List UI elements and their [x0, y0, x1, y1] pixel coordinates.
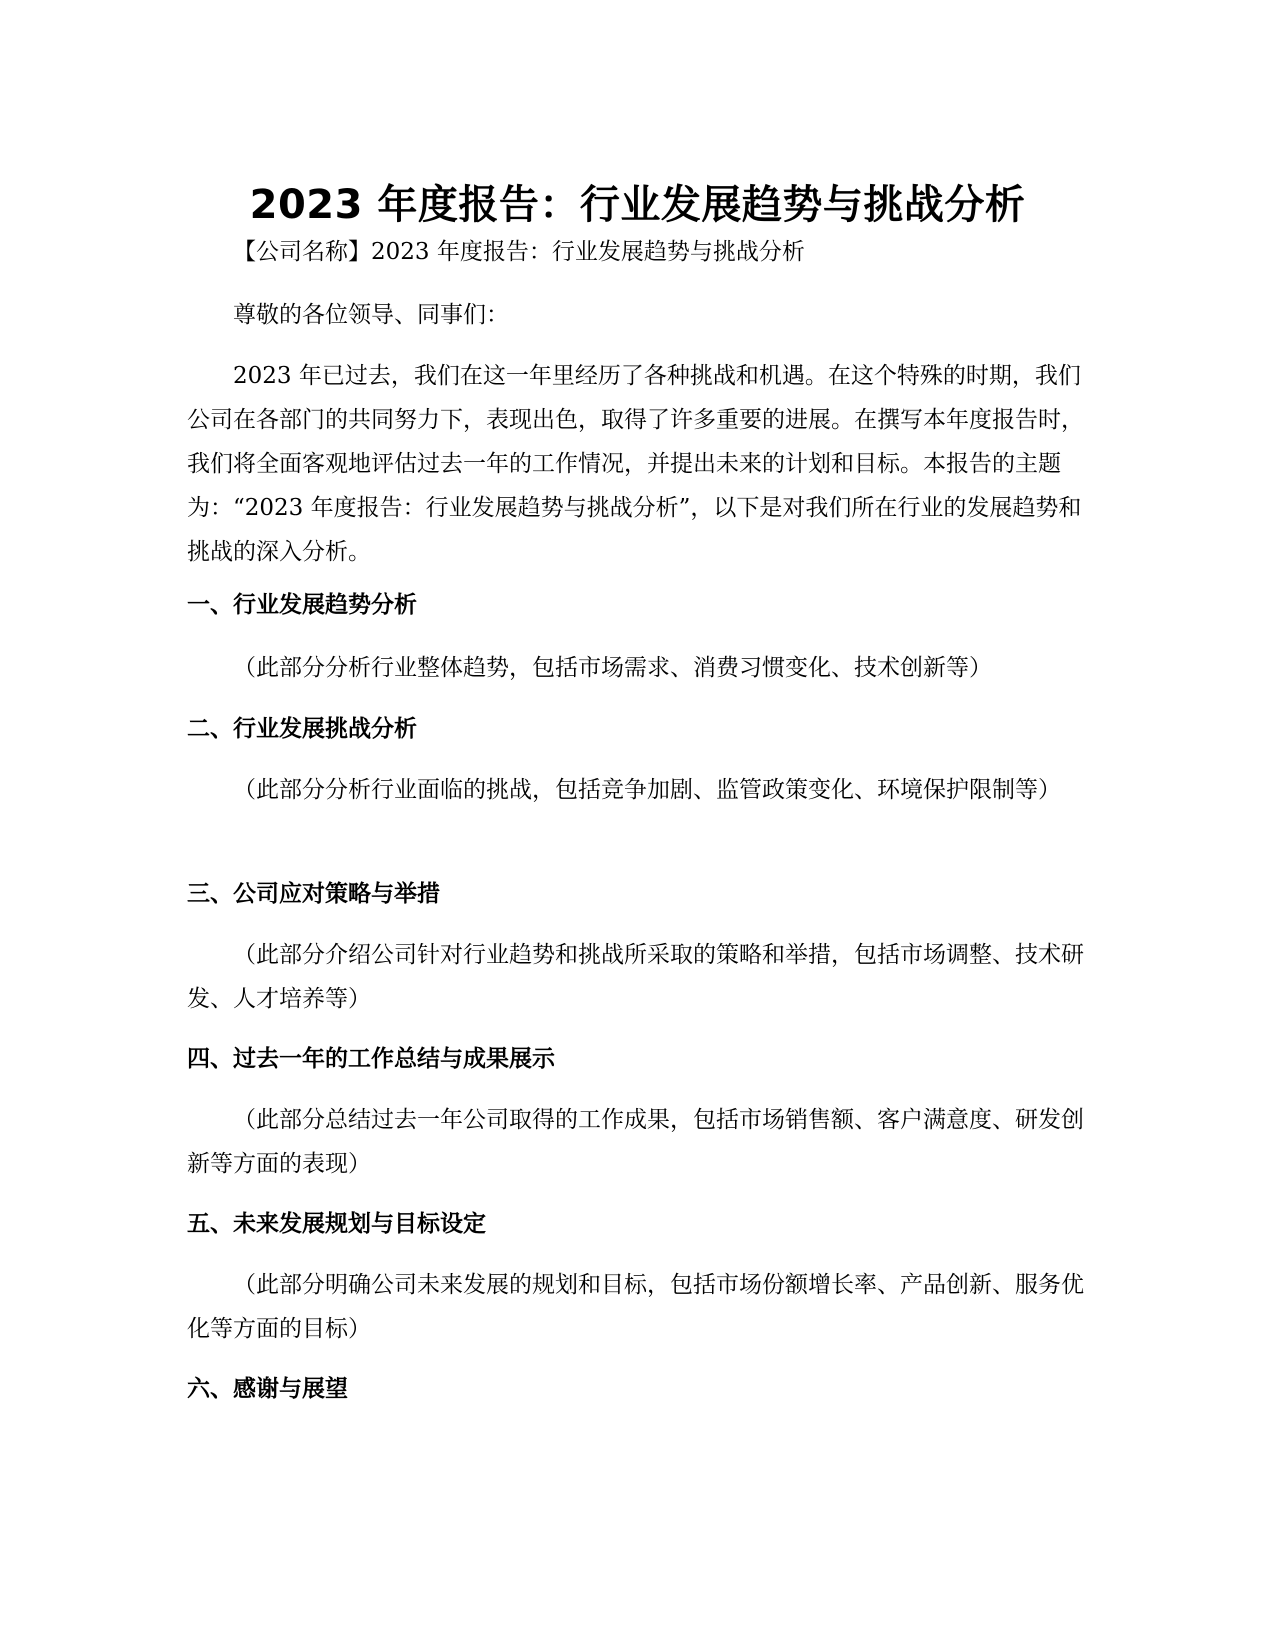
section-body-1: （此部分分析行业整体趋势，包括市场需求、消费习惯变化、技术创新等） [233, 655, 992, 681]
section-heading-1: 一、行业发展趋势分析 [187, 592, 417, 618]
section-body-5: （此部分明确公司未来发展的规划和目标，包括市场份额增长率、产品创新、服务优化等方面的目标） [187, 1272, 1084, 1342]
intro-paragraph: 2023 年已过去，我们在这一年里经历了各种挑战和机遇。在这个特殊的时期，我们公司在各部门的共同努力下，表现出色，取得了许多重要的进展。在撰写本年度报告时，我们将全面客观地评估过去一年的工作情况，并提出未来的计划和目标。本报告的主题为：“2023 年度报告：行业发展趋势与挑战分析”，以下是对我们所在行业的发展趋势和挑战的深入分析。 [187, 363, 1084, 565]
section-heading-5: 五、未来发展规划与目标设定 [187, 1211, 486, 1237]
document-title: 2023 年度报告：行业发展趋势与挑战分析 [249, 181, 1026, 228]
section-heading-2: 二、行业发展挑战分析 [187, 716, 417, 742]
section-heading-4: 四、过去一年的工作总结与成果展示 [187, 1046, 555, 1072]
section-body-3: （此部分介绍公司针对行业趋势和挑战所采取的策略和举措，包括市场调整、技术研发、人才培养等） [187, 942, 1084, 1012]
section-body-4: （此部分总结过去一年公司取得的工作成果，包括市场销售额、客户满意度、研发创新等方面的表现） [187, 1107, 1084, 1177]
section-heading-3: 三、公司应对策略与举措 [187, 881, 440, 907]
company-line: 【公司名称】2023 年度报告：行业发展趋势与挑战分析 [233, 239, 805, 265]
section-heading-6: 六、感谢与展望 [187, 1376, 348, 1402]
greeting: 尊敬的各位领导、同事们： [233, 302, 509, 328]
section-body-2: （此部分分析行业面临的挑战，包括竞争加剧、监管政策变化、环境保护限制等） [233, 777, 1061, 803]
